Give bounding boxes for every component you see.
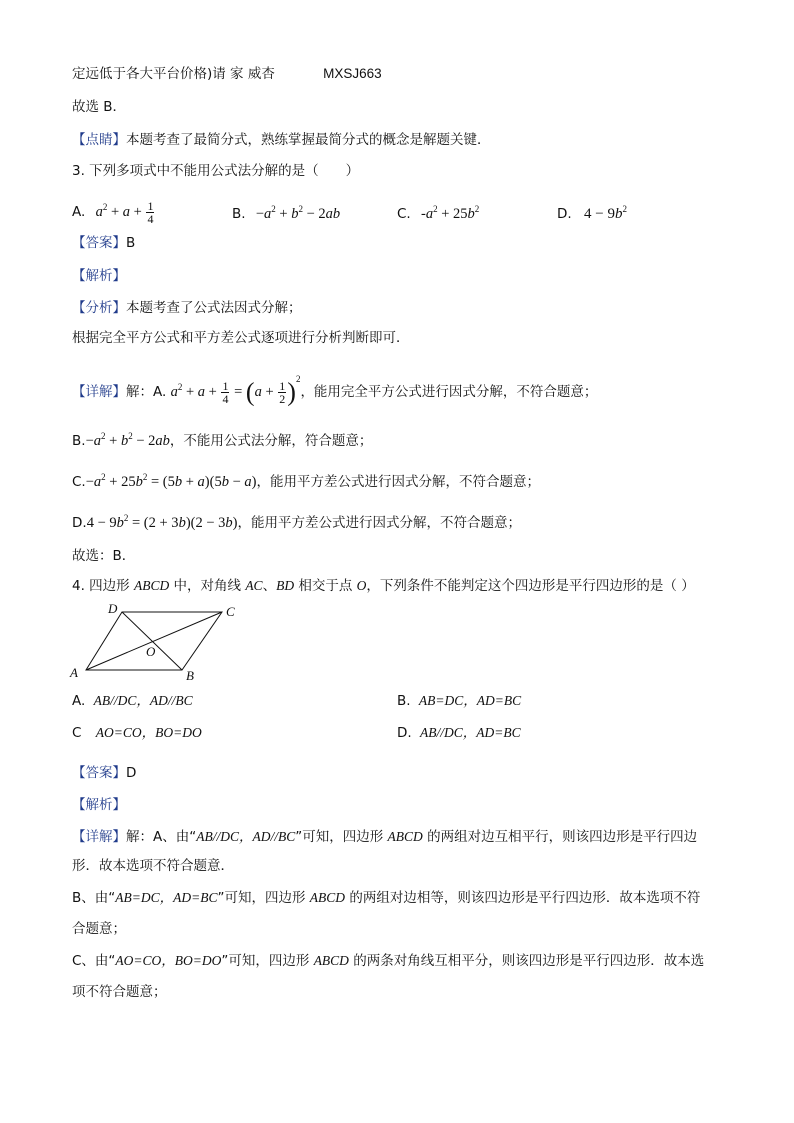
q4-stem-sep: 、 [262, 578, 277, 594]
q3-detail-a-math: $a^2 + a$ + $\frac{1}{4}$ = (a + $\frac{1}{2}$ )$^2$ [170, 374, 301, 407]
q4-stem-pre: 4. 四边形 [72, 578, 134, 594]
q3-option-d-math: $4 - 9b^2$ [583, 204, 627, 222]
q4-stem-o: O [356, 578, 367, 593]
q4-stem-ac: AC [245, 578, 263, 593]
q3-detail-a [72, 369, 597, 405]
q4-option-d [397, 723, 521, 743]
q4-option-d-label: D. [397, 725, 412, 741]
q3-detail-b-text: ，不能用公式法分解，符合题意； [169, 432, 373, 449]
q4-c-post: 的两条对角线互相平分，则该四边形是平行四边形．故本选 [348, 953, 705, 969]
q4-option-c-label: C [72, 725, 82, 741]
q3-option-b [232, 199, 340, 224]
q4-stem-mid1: 中，对角线 [169, 578, 246, 594]
parallelogram-figure [66, 600, 246, 684]
q4-option-b-label: B. [397, 693, 411, 709]
q3-answer [72, 233, 135, 253]
q3-answer-tag: 【答案】 [72, 235, 126, 251]
q4-detail-a-line1 [72, 827, 697, 847]
q4-stem-abcd: ABCD [133, 578, 170, 593]
vertex-b-label: B [186, 668, 194, 683]
vertex-c-label: C [226, 604, 235, 619]
prev-choice: 故选 B． [72, 99, 127, 115]
q4-b-cond: AB=DC，AD=BC [115, 890, 218, 905]
q3-detail-c [72, 467, 540, 492]
q3-fenxi-tag: 【分析】 [72, 300, 126, 316]
q4-b-abcd: ABCD [309, 890, 346, 905]
q4-stem-bd: BD [276, 578, 295, 593]
q4-a-pre: 解：A、由“ [126, 829, 197, 845]
q4-b-mid: ”可知，四边形 [217, 890, 310, 906]
header-line [72, 64, 382, 84]
q4-option-c-text: AO=CO，BO=DO [95, 725, 202, 740]
q3-detail-d-math: $4 - 9b^2 = (2 + 3b)(2 - 3b)$ [86, 513, 238, 531]
q4-c-abcd: ABCD [313, 953, 349, 968]
q4-answer [72, 763, 136, 783]
q3-detail-c-text: ，能用平方差公式进行因式分解，不符合题意； [256, 473, 540, 490]
q3-option-c [397, 199, 479, 224]
prev-point [72, 130, 491, 150]
q4-stem [72, 576, 695, 596]
q3-option-c-math: $-a^2 + 25b^2$ [421, 204, 480, 222]
q4-option-c [72, 723, 202, 743]
q3-option-a-label: A. [72, 203, 86, 220]
q3-option-a [72, 197, 155, 225]
q4-detail-c-line1 [72, 951, 704, 971]
diagonal-bd [122, 612, 182, 670]
q4-analysis-tag: 【解析】 [72, 797, 126, 813]
q4-option-a [72, 691, 193, 711]
q4-detail-tag: 【详解】 [72, 829, 126, 845]
q3-option-c-label: C. [397, 205, 411, 222]
q3-option-d-label: D. [557, 206, 572, 222]
q4-option-d-text: AB//DC，AD=BC [419, 725, 521, 740]
point-tag: 【点睛】 [72, 132, 126, 148]
q3-fenxi-text: 本题考查了公式法因式分解； [126, 300, 302, 316]
q3-option-d [557, 199, 627, 224]
q3-detail-b-math: $-a^2 + b^2 - 2ab$ [85, 431, 170, 449]
q3-option-b-label: B. [232, 205, 246, 222]
q4-answer-value: D [126, 765, 137, 781]
q3-detail-tag: 【详解】 [72, 384, 126, 400]
q3-detail-b-lead: B. [72, 432, 86, 449]
q4-stem-mid2: 相交于点 [294, 578, 357, 594]
q3-detail-d [72, 508, 521, 533]
q4-option-b-text: AB=DC，AD=BC [418, 693, 522, 708]
vertex-a-label: A [70, 665, 78, 680]
q4-detail-b-line1 [72, 888, 700, 908]
q3-detail-a-text: ，能用完全平方公式进行因式分解，不符合题意； [300, 384, 598, 400]
header-code: MXSJ663 [323, 66, 382, 81]
q3-detail-d-text: ，能用平方差公式进行因式分解，不符合题意； [237, 514, 521, 531]
point-text: 本题考查了最简分式，熟练掌握最简分式的概念是解题关键． [126, 132, 491, 148]
q4-option-a-label: A. [72, 693, 86, 709]
q3-detail-b [72, 426, 372, 451]
q3-answer-value: B [126, 235, 136, 251]
q4-c-pre: C、由“ [72, 953, 116, 969]
q3-option-a-math: $a^2 + a$ + $\frac{1}{4}$ [95, 199, 154, 226]
q4-option-a-text: AB//DC，AD//BC [93, 693, 193, 708]
q3-detail-c-math: $-a^2 + 25b^2 = (5b + a)(5b - a)$ [85, 472, 257, 490]
q4-a-post: 的两组对边互相平行，则该四边形是平行四边 [422, 829, 698, 845]
q4-detail-b-line2: 合题意； [72, 921, 126, 937]
q4-a-abcd: ABCD [387, 829, 423, 844]
point-o-label: O [146, 644, 156, 659]
q4-stem-post: ，下列条件不能判定这个四边形是平行四边形的是（ ） [366, 578, 695, 594]
q3-detail-c-lead: C. [72, 473, 86, 490]
q4-c-mid: ”可知，四边形 [221, 953, 314, 969]
q3-choice: 故选：B． [72, 548, 136, 564]
q4-detail-c-line2: 项不符合题意； [72, 984, 167, 1000]
q3-stem: 3. 下列多项式中不能用公式法分解的是（ ） [72, 163, 360, 179]
q4-answer-tag: 【答案】 [72, 765, 126, 781]
q4-detail-a-line2: 形．故本选项不符合题意． [72, 858, 234, 874]
q3-fenxi-line2: 根据完全平方公式和平方差公式逐项进行分析判断即可． [72, 330, 410, 346]
q4-option-b [397, 691, 521, 711]
q4-b-post: 的两组对边相等，则该四边形是平行四边形．故本选项不符 [345, 890, 701, 906]
q3-detail-d-lead: D. [72, 514, 87, 531]
vertex-d-label: D [108, 601, 118, 616]
q3-option-b-math: $-a^2 + b^2 - 2ab$ [255, 204, 341, 222]
q3-detail-lead: 解：A. [126, 384, 167, 400]
q4-c-cond: AO=CO，BO=DO [115, 953, 222, 968]
q4-b-pre: B、由“ [72, 890, 116, 906]
header-ad-text: 定远低于各大平台价格)请 家 威杏 [72, 66, 275, 82]
q3-fenxi [72, 298, 302, 318]
q4-a-cond: AB//DC，AD//BC [196, 829, 296, 844]
q3-analysis-tag: 【解析】 [72, 268, 126, 284]
q4-a-mid: ”可知，四边形 [295, 829, 388, 845]
